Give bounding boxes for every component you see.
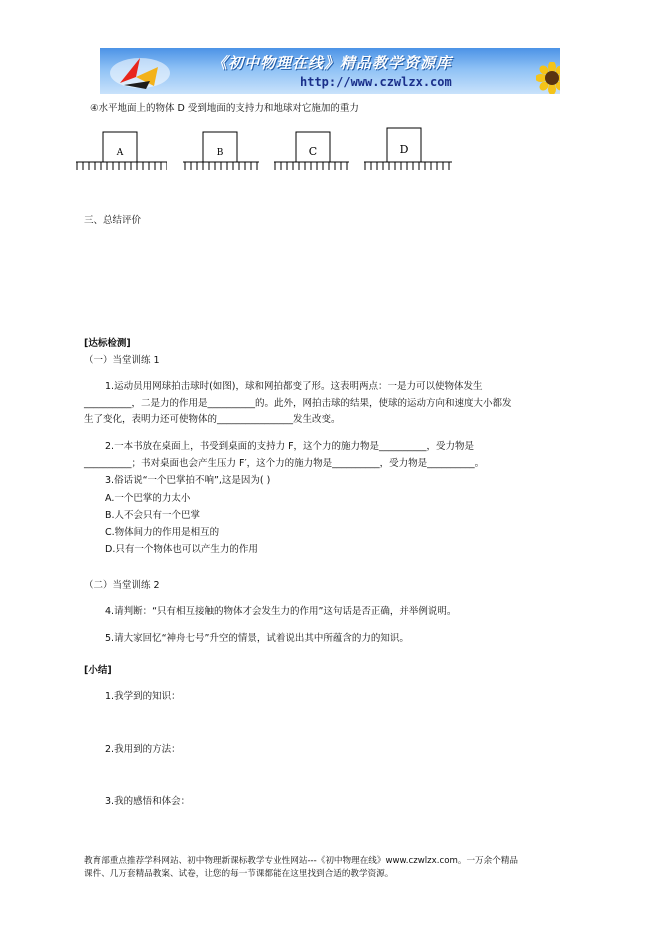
summary-title: [小结] [84, 665, 112, 676]
q3-option-a: A.一个巴掌的力太小 [105, 493, 191, 504]
footer-line2: 课件、几万套精品教案、试卷，让您的每一节课都能在这里找到合适的教学资源。 [84, 869, 394, 879]
ground-d [364, 162, 452, 170]
part1-title: （一）当堂训练 1 [84, 355, 160, 366]
q3-option-d: D.只有一个物体也可以产生力的作用 [105, 544, 258, 555]
header-banner [100, 48, 560, 94]
part2-title: （二）当堂训练 2 [84, 580, 160, 591]
q5: 5.请大家回忆“神舟七号”升空的情景，试着说出其中所蕴含的力的知识。 [105, 633, 409, 644]
footer [84, 855, 594, 881]
q3-stem: 3.俗话说“一个巴掌拍不响”,这是因为( ) [105, 475, 271, 486]
banner-url[interactable]: http://www.czwlzx.com [300, 75, 452, 89]
section3-title: 三、总结评价 [84, 215, 142, 226]
site-logo-icon [106, 53, 176, 91]
summary-item-3: 3.我的感悟和体会： [105, 796, 191, 807]
sunflower-small-icon [536, 62, 560, 94]
check-title: [达标检测] [84, 338, 131, 349]
blocks-diagram [76, 124, 456, 176]
block-label-b: B [216, 148, 224, 158]
q3-option-b: B.人不会只有一个巴掌 [105, 510, 201, 521]
summary-item-2: 2.我用到的方法： [105, 744, 181, 755]
q1-line3: 生了变化，表明力还可使物体的________________发生改变。 [84, 414, 341, 425]
q1-line1: 1.运动员用网球拍击球时(如图)，球和网拍都变了形。这表明两点：一是力可以使物体发生 [105, 381, 483, 392]
footer-line1: 教育部重点推荐学科网站、初中物理新课标教学专业性网站---《初中物理在线》www.czwlzx.com。一万余个精品 [84, 856, 519, 866]
q2-line2: __________；书对桌面也会产生压力 F′，这个力的施力物是__________，受力物是__________。 [84, 458, 485, 469]
banner-title: 《初中物理在线》精品教学资源库 [212, 54, 453, 72]
ground-b [183, 162, 259, 170]
q2-line1: 2.一本书放在桌面上，书受到桌面的支持力 F，这个力的施力物是__________，受力物是 [105, 441, 475, 452]
summary-item-1: 1.我学到的知识： [105, 691, 181, 702]
block-label-c: C [308, 145, 318, 158]
block-label-d: D [399, 143, 409, 156]
q1-line2: __________，二是力的作用是__________的。此外，网拍击球的结果，使球的运动方向和速度大小都发 [84, 398, 512, 409]
q4: 4.请判断：“只有相互接触的物体才会发生力的作用”这句话是否正确，并举例说明。 [105, 606, 457, 617]
ground-c [274, 162, 349, 170]
intro-item: ④水平地面上的物体 D 受到地面的支持力和地球对它施加的重力 [90, 103, 359, 114]
block-label-a: A [116, 148, 124, 158]
ground-a [76, 162, 167, 170]
q3-option-c: C.物体间力的作用是相互的 [105, 527, 220, 538]
